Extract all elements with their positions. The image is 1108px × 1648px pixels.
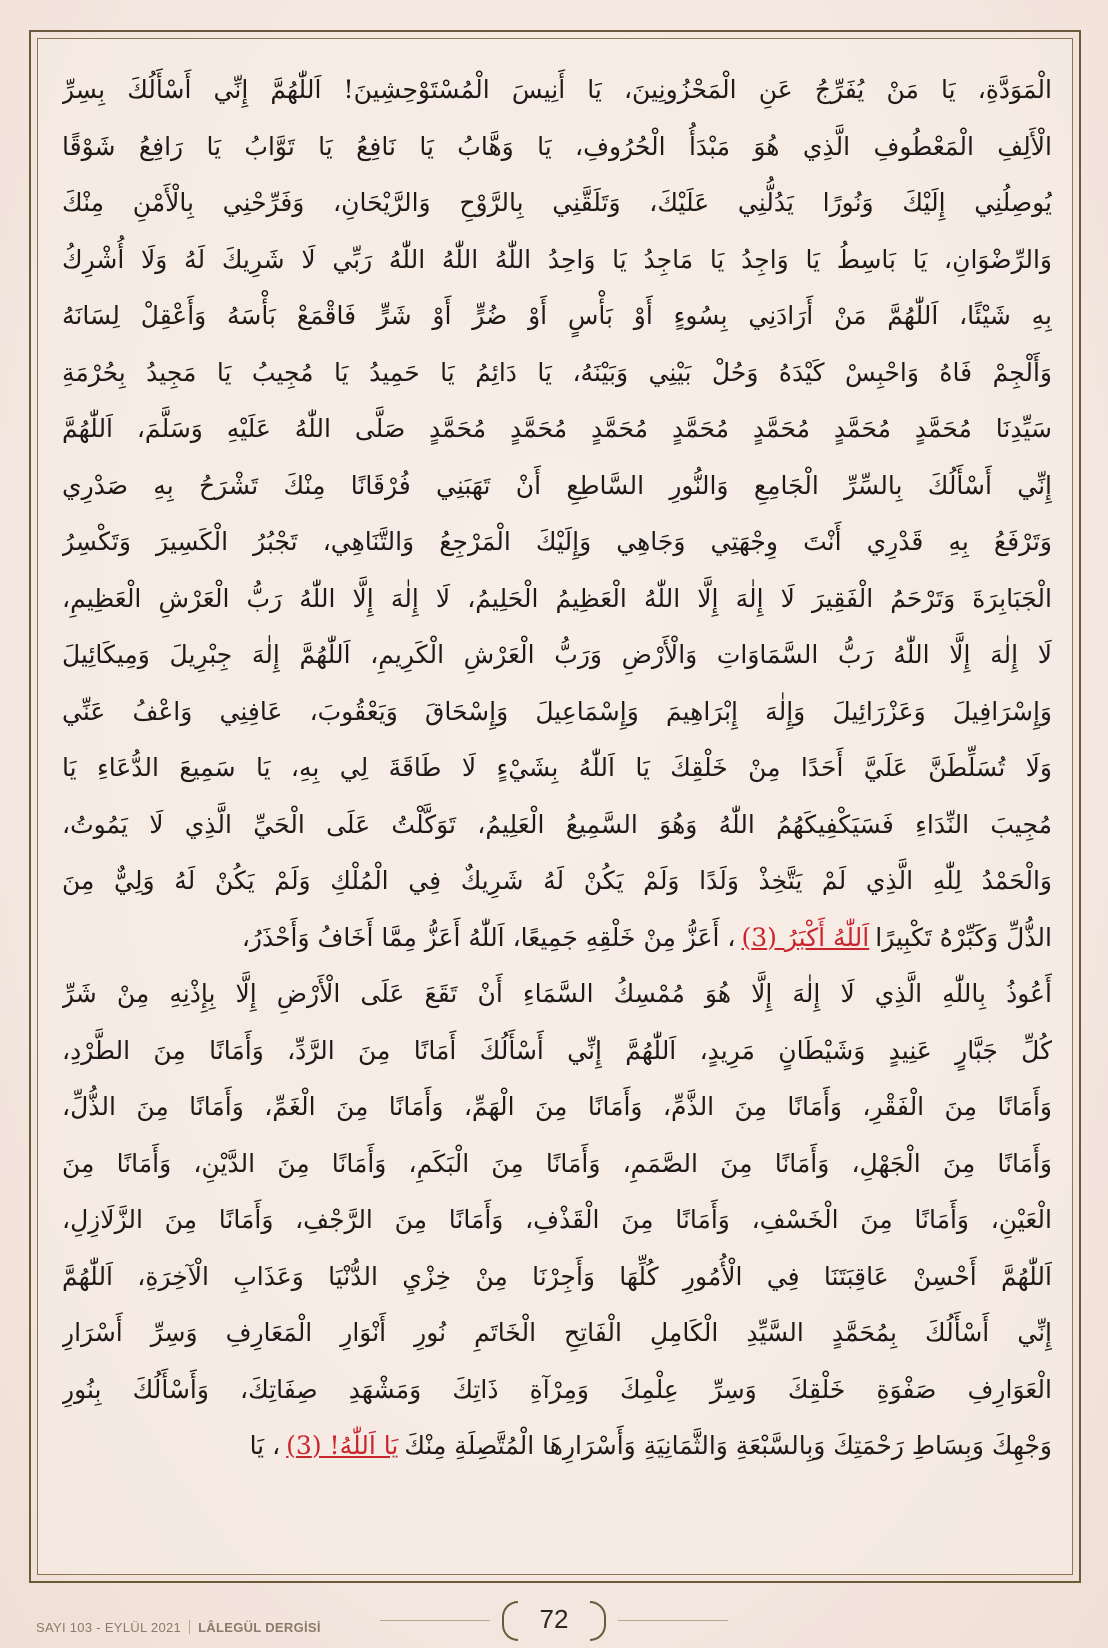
issue-label: SAYI 103 - EYLÜL 2021 [36,1619,182,1635]
arabic-prayer-text [62,62,1052,1562]
text-line: لَا إِلٰهَ إِلَّا اللّٰهُ رَبُّ السَّمَاوَاتِ وَالْأَرْضِ وَرَبُّ الْعَرْشِ الْكَرِيمِ، اَللّٰهُمَّ إِلٰهَ جِبْرِيلَ وَمِيكَائِيلَ [62,640,1052,669]
footer-rule-right [618,1620,728,1621]
text-line: اَللّٰهُمَّ أَحْسِنْ عَاقِبَتَنَا فِي الْأُمُورِ كُلِّهَا وَأَجِرْنَا مِنْ خِزْيِ الدُّنْيَا وَعَذَابِ الْآخِرَةِ، اَللّٰهُمَّ [62,1261,1052,1291]
text-line [62,910,1052,967]
text-line: كُلِّ جَبَّارٍ عَنِيدٍ وَشَيْطَانٍ مَرِيدٍ، اَللّٰهُمَّ إِنِّي أَسْأَلُكَ أَمَانًا مِنَ الرَّدِّ، وَأَمَانًا مِنَ الطَّرْدِ، [62,1035,1052,1065]
text-line: وَإِسْرَافِيلَ وَعَزْرَائِيلَ وَإِلٰهَ إِبْرَاهِيمَ وَإِسْمَاعِيلَ وَإِسْحَاقَ وَيَعْقُوبَ، عَافِنِي وَاعْفُ عَنِّي [62,696,1052,726]
highlighted-phrase: اَللّٰهُ أَكْبَرُ (3) [741,922,870,952]
text-line: إِنِّي أَسْأَلُكَ بِالسِّرِّ الْجَامِعِ وَالنُّورِ السَّاطِعِ أَنْ تَهَبَنِي فُرْقَانًا مِنْكَ تَشْرَحُ بِهِ صَدْرِي [62,470,1052,500]
page-number: 72 [539,1603,569,1634]
footer-meta [36,1617,321,1637]
text-segment: ، أَعَزُّ مِنْ خَلْقِهِ جَمِيعًا، اَللّٰهُ أَعَزُّ مِمَّا أَخَافُ وَأَحْذَرُ، [241,922,736,952]
text-line [62,1418,1052,1475]
text-line: يُوصِلُنِي إِلَيْكَ وَنُورًا يَدُلُّنِي عَلَيْكَ، وَتَلَقَّنِي بِالرَّوْحِ وَالرَّيْحَانِ، وَفَرِّحْنِي بِالْأَمْنِ مِنْكَ [62,188,1052,217]
text-line: بِهِ شَيْئًا، اَللّٰهُمَّ مَنْ أَرَادَنِي بِسُوءٍ أَوْ بَأْسٍ أَوْ ضُرٍّ أَوْ شَرٍّ فَاقْمَعْ بَأْسَهُ وَأَعْقِلْ لِسَانَهُ [62,301,1052,330]
text-segment: الذُّلِّ وَكَبِّرْهُ تَكْبِيرًا [875,922,1052,952]
text-line: الْمَوَدَّةِ، يَا مَنْ يُفَرِّجُ عَنِ الْمَحْزُونِينَ، يَا أَنِيسَ الْمُسْتَوْحِشِينَ! اَللّٰهُمَّ إِنِّي أَسْأَلُكَ بِسِرِّ [62,75,1052,104]
text-line: وَتَرْفَعُ بِهِ قَدْرِي أَنْتَ وِجْهَتِي وَجَاهِي وَإِلَيْكَ الْمَرْجِعُ وَالتَّنَاهِي، تَجْبُرُ الْكَسِيرَ وَتَكْسِرُ [62,527,1052,556]
bracket-right [590,1601,606,1641]
text-line: الْعَوَارِفِ صَفْوَةِ خَلْقِكَ وَسِرِّ عِلْمِكَ وَمِرْآةِ ذَاتِكَ وَمَشْهَدِ صِفَاتِكَ، وَأَسْأَلُكَ بِنُورِ [62,1374,1052,1404]
text-line: وَأَمَانًا مِنَ الْفَقْرِ، وَأَمَانًا مِنَ الذَّمِّ، وَأَمَانًا مِنَ الْهَمِّ، وَأَمَانًا مِنَ الْغَمِّ، وَأَمَانًا مِنَ الذُّلِّ، [62,1092,1052,1121]
text-line: سَيِّدِنَا مُحَمَّدٍ مُحَمَّدٍ مُحَمَّدٍ مُحَمَّدٍ مُحَمَّدٍ مُحَمَّدٍ مُحَمَّدٍ صَلَّى اللّٰهُ عَلَيْهِ وَسَلَّمَ، اَللّٰهُمَّ [62,414,1052,443]
text-line: الْعَيْنِ، وَأَمَانًا مِنَ الْخَسْفِ، وَأَمَانًا مِنَ الْقَذْفِ، وَأَمَانًا مِنَ الرَّجْفِ، وَأَمَانًا مِنَ الزَّلَازِلِ، [62,1205,1052,1234]
text-line: الْجَبَابِرَةَ وَتَرْحَمُ الْفَقِيرَ لَا إِلٰهَ إِلَّا اللّٰهُ الْعَظِيمُ الْحَلِيمُ، لَا إِلٰهَ إِلَّا اللّٰهُ رَبُّ الْعَرْشِ الْعَظِيمِ، [62,583,1052,613]
magazine-name: LÂLEGÜL DERGİSİ [198,1619,321,1635]
text-line: وَالْحَمْدُ لِلّٰهِ الَّذِي لَمْ يَتَّخِذْ وَلَدًا وَلَمْ يَكُنْ لَهُ شَرِيكٌ فِي الْمُلْكِ وَلَمْ يَكُنْ لَهُ وَلِيٌّ مِنَ [62,866,1052,895]
bracket-left [502,1601,518,1641]
text-line: إِنِّي أَسْأَلُكَ بِمُحَمَّدٍ السَّيِّدِ الْكَامِلِ الْفَاتِحِ الْخَاتَمِ نُورِ أَنْوَارِ الْمَعَارِفِ وَسِرِّ أَسْرَارِ [62,1318,1052,1347]
text-line: أَعُوذُ بِاللّٰهِ الَّذِي لَا إِلٰهَ إِلَّا هُوَ مُمْسِكُ السَّمَاءِ أَنْ تَقَعَ عَلَى الْأَرْضِ إِلَّا بِإِذْنِهِ مِنْ شَرِّ [62,979,1052,1008]
text-line: وَأَمَانًا مِنَ الْجَهْلِ، وَأَمَانًا مِنَ الصَّمَمِ، وَأَمَانًا مِنَ الْبَكَمِ، وَأَمَانًا مِنَ الدَّيْنِ، وَأَمَانًا مِنَ [62,1148,1052,1178]
text-line: وَأَلْجِمْ فَاهُ وَاحْبِسْ كَيْدَهُ وَحُلْ بَيْنِي وَبَيْنَهُ، يَا دَائِمُ يَا حَمِيدُ يَا مُجِيبُ يَا مَجِيدُ بِحُرْمَةِ [62,357,1052,387]
highlighted-phrase: يَا اَللّٰهُ! (3) [286,1431,399,1460]
text-line: وَلَا تُسَلِّطَنَّ عَلَيَّ أَحَدًا مِنْ خَلْقِكَ يَا اَللّٰهُ بِشَيْءٍ لَا طَاقَةَ لِي بِهِ، يَا سَمِيعَ الدُّعَاءِ يَا [62,753,1052,782]
text-segment: وَجْهِكَ وَبِسَاطِ رَحْمَتِكَ وَبِالسَّبْعَةِ وَالثَّمَانِيَةِ وَأَسْرَارِهَا الْمُتَّصِلَةِ مِنْكَ [404,1431,1052,1460]
text-line: مُجِيبَ النِّدَاءِ فَسَيَكْفِيكَهُمُ اللّٰهُ وَهُوَ السَّمِيعُ الْعَلِيمُ، تَوَكَّلْتُ عَلَى الْحَيِّ الَّذِي لَا يَمُوتُ، [62,809,1052,839]
footer-rule-left [380,1620,490,1621]
text-line: وَالرِّضْوَانِ، يَا بَاسِطُ يَا وَاجِدُ يَا مَاجِدُ يَا وَاحِدُ اللّٰهُ اللّٰهُ اللّٰهُ رَبِّي لَا شَرِيكَ لَهُ وَلَا أُشْرِكُ [62,244,1052,274]
footer-separator [189,1620,190,1634]
text-segment: ، يَا [249,1431,281,1460]
page-number-badge [502,1595,606,1643]
text-line: الْأَلِفِ الْمَعْطُوفِ الَّذِي هُوَ مَبْدَأُ الْحُرُوفِ، يَا وَهَّابُ يَا نَافِعُ يَا تَوَّابُ يَا رَافِعُ شَوْقًا [62,131,1052,161]
